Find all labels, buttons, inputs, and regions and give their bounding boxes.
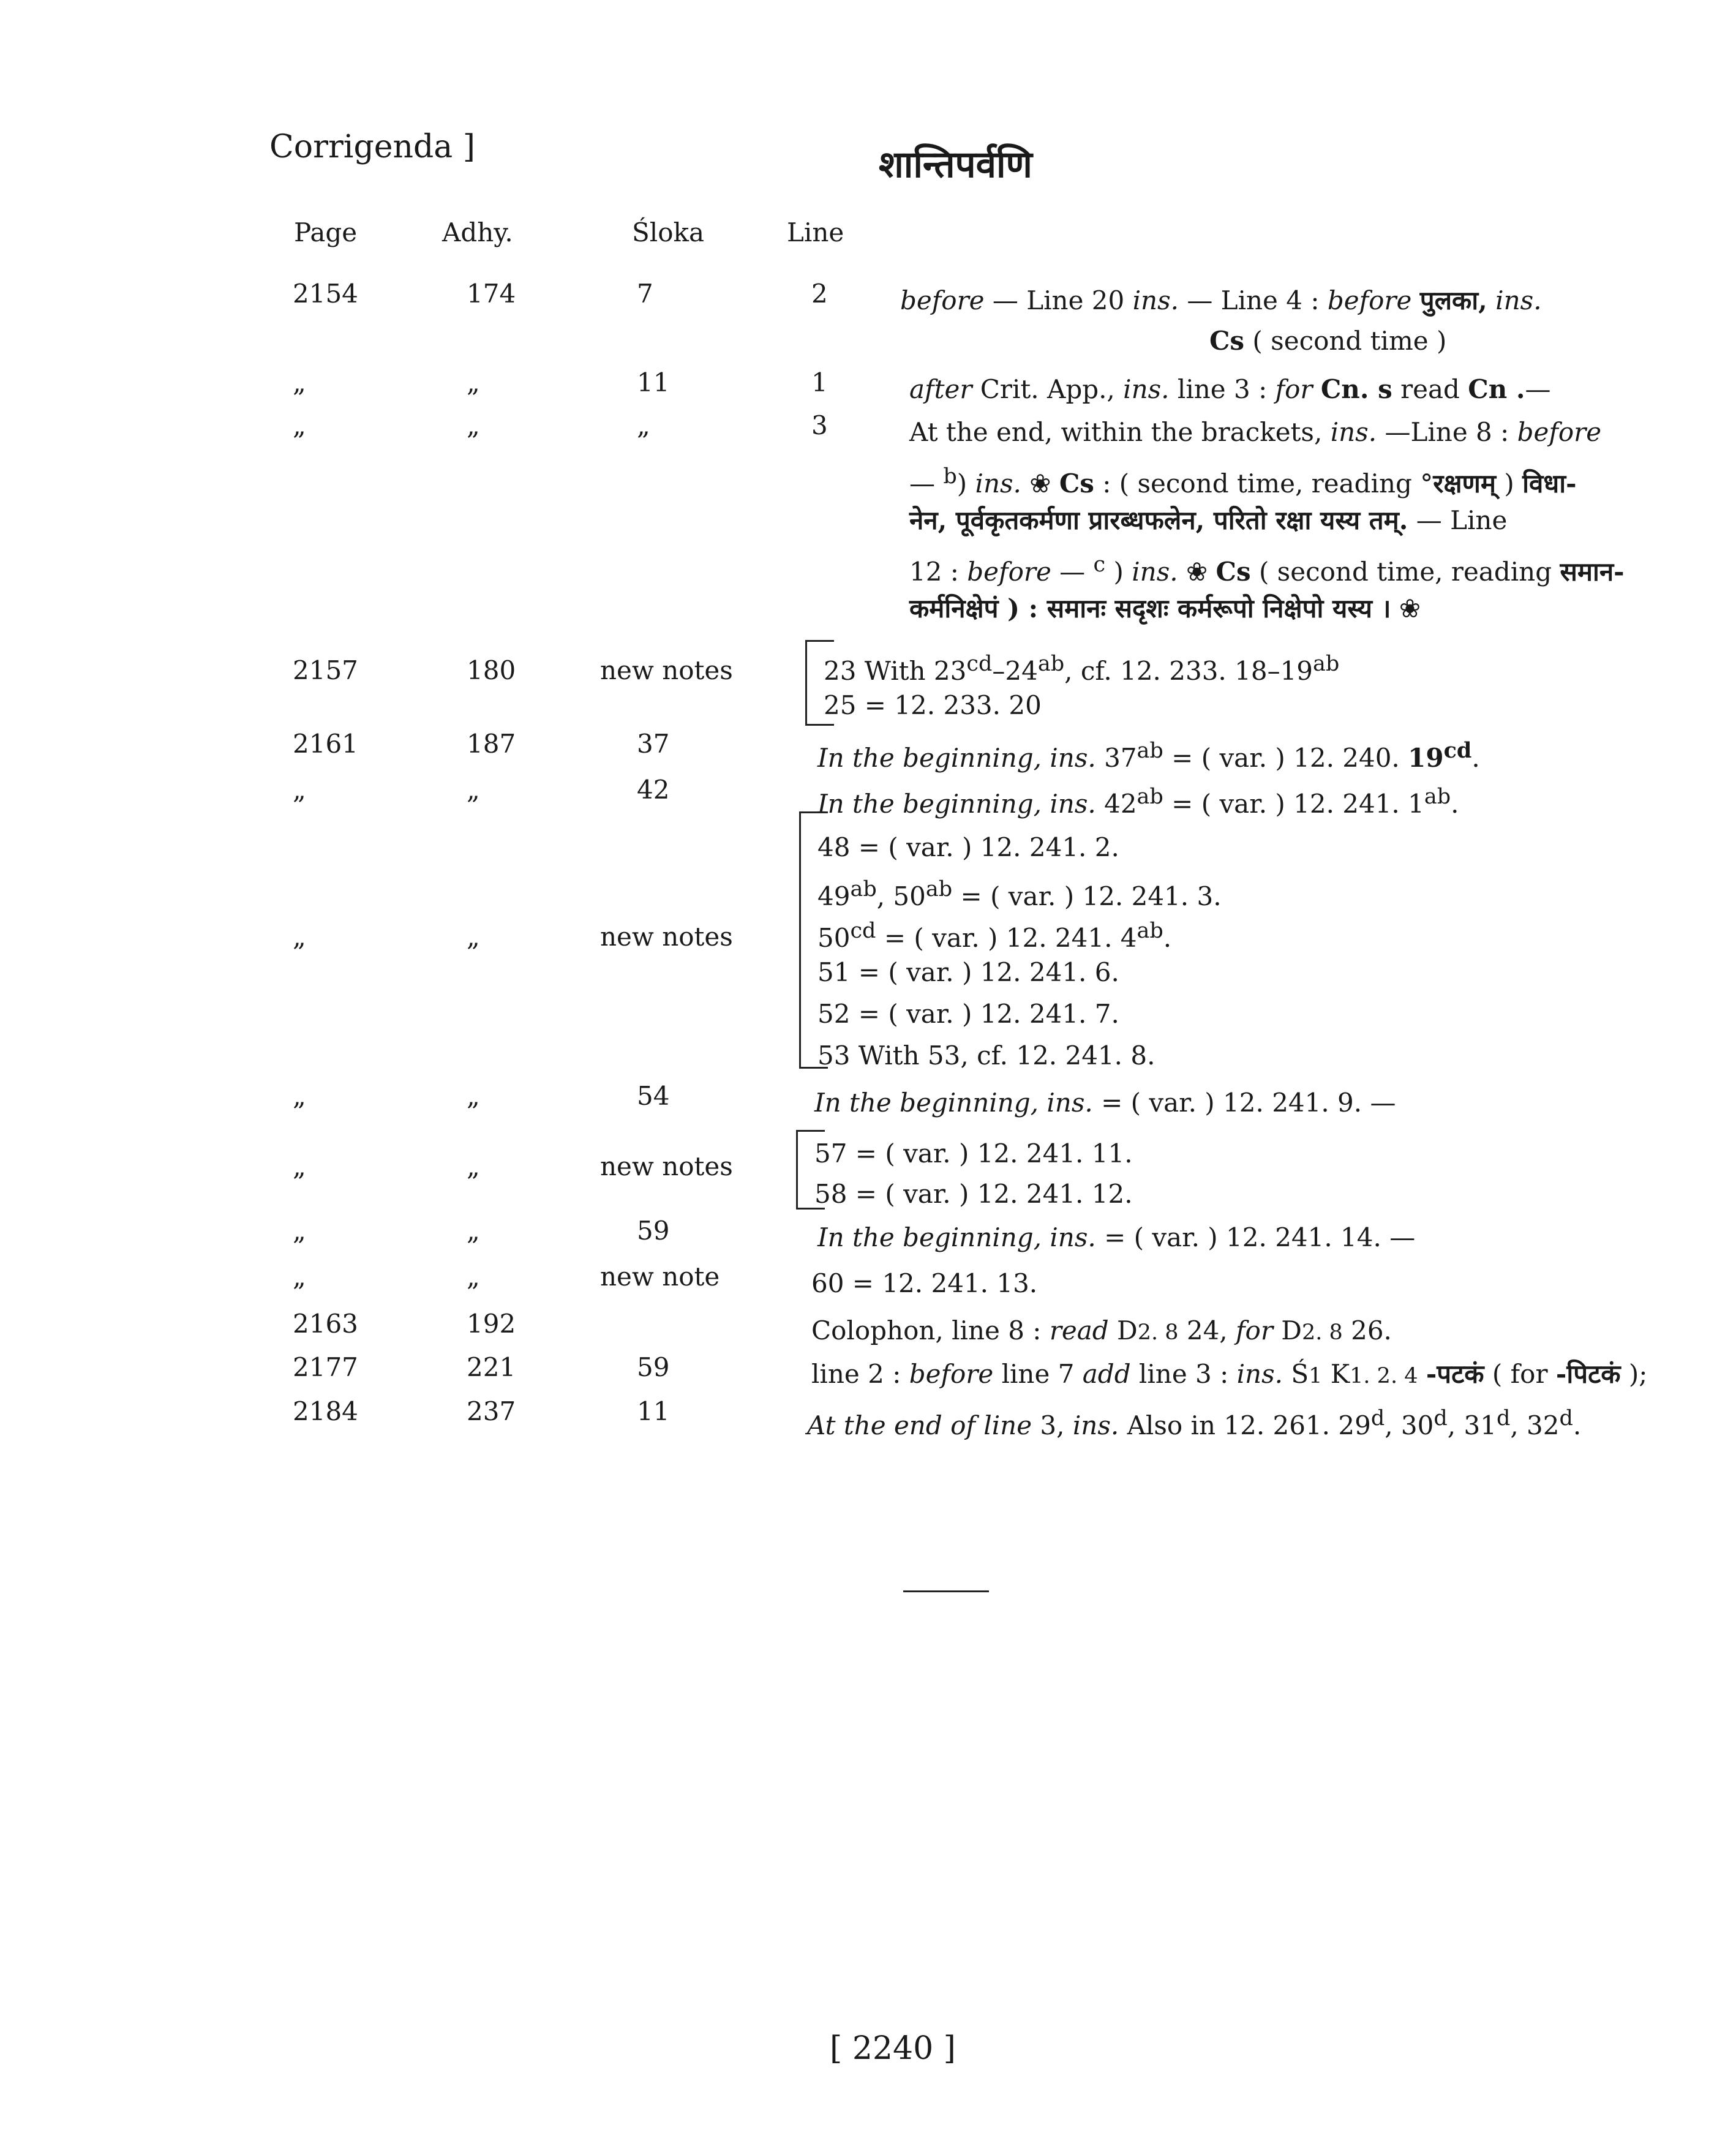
row-sloka-cell: 11: [637, 1396, 670, 1426]
row-page-cell: „: [293, 367, 306, 397]
correction-note-line: $50^{cd}$ = ( var. ) 12. 241. $4^{ab}$.: [817, 919, 1172, 953]
row-adhy-cell: „: [467, 410, 480, 440]
section-label: Corrigenda ]: [269, 129, 476, 165]
column-header-page: Page: [294, 217, 358, 247]
row-adhy-cell: 174: [467, 279, 516, 309]
row-sloka-cell: 54: [637, 1081, 670, 1111]
row-page-cell: 2161: [293, 729, 358, 759]
page-number: [ 2240 ]: [830, 2030, 956, 2067]
correction-note-line: 60 = 12. 241. 13.: [811, 1268, 1038, 1298]
row-sloka-cell: 59: [637, 1216, 670, 1246]
correction-note-line: after Crit. App., ins. line 3 : for Cn. s read Cn .—: [909, 374, 1551, 404]
row-page-cell: 2154: [293, 279, 358, 309]
column-header-line: Line: [787, 217, 844, 247]
correction-note-line: At the end of line 3, ins. Also in 12. 261. 29$^d$, 30$^d$, 31$^d$, 32$^d$.: [807, 1406, 1582, 1440]
correction-note-line: 23 With $23^{cd}-24^{ab}$, cf. 12. 233. $18-19^{ab}$: [824, 652, 1340, 686]
correction-note-line: before — Line 20 ins. — Line 4 : before पुलका, ins.: [900, 285, 1542, 315]
row-adhy-cell: 187: [467, 729, 516, 759]
row-adhy-cell: „: [467, 1151, 480, 1181]
row-sloka-cell: 59: [637, 1352, 670, 1382]
correction-note-line: Cs ( second time ): [1209, 326, 1447, 356]
row-adhy-cell: 180: [467, 655, 516, 685]
row-adhy-cell: „: [467, 1081, 480, 1111]
closing-rule: [903, 1590, 989, 1592]
page-title: शान्तिपर्वणि: [879, 143, 1032, 186]
correction-note-line: 25 = 12. 233. 20: [824, 690, 1042, 720]
row-adhy-cell: 237: [467, 1396, 516, 1426]
grouping-bracket: [796, 1130, 798, 1210]
row-sloka-cell: 42: [637, 775, 670, 805]
row-page-cell: „: [293, 1151, 306, 1181]
row-sloka-cell: „: [637, 410, 650, 440]
row-page-cell: 2157: [293, 655, 358, 685]
correction-note-line: 58 = ( var. ) 12. 241. 12.: [814, 1179, 1133, 1209]
correction-note-line: In the beginning, ins. $37^{ab}$ = ( var. ) 12. 240. $19^{cd}$.: [817, 738, 1480, 773]
row-page-cell: 2163: [293, 1309, 358, 1339]
row-sloka-cell: 7: [637, 279, 653, 309]
row-adhy-cell: „: [467, 775, 480, 805]
row-line-cell: 3: [811, 410, 828, 440]
row-adhy-cell: „: [467, 1216, 480, 1246]
row-page-cell: „: [293, 410, 306, 440]
row-line-cell: 1: [811, 367, 828, 397]
row-sloka-cell: 37: [637, 729, 670, 759]
correction-note-line: In the beginning, ins. = ( var. ) 12. 241. 9. —: [814, 1088, 1396, 1118]
correction-note-line: 53 With 53, cf. 12. 241. 8.: [817, 1040, 1155, 1070]
row-page-cell: 2177: [293, 1352, 358, 1382]
row-adhy-cell: 221: [467, 1352, 516, 1382]
row-sloka-cell: new note: [600, 1262, 720, 1292]
correction-note-line: नेन, पूर्वकृतकर्मणा प्रारब्धफलेन, परितो रक्षा यस्य तम्. — Line: [909, 505, 1508, 535]
row-adhy-cell: „: [467, 367, 480, 397]
row-page-cell: 2184: [293, 1396, 358, 1426]
row-page-cell: „: [293, 1081, 306, 1111]
correction-note-line: In the beginning, ins. = ( var. ) 12. 241. 14. —: [817, 1222, 1416, 1252]
row-adhy-cell: „: [467, 1262, 480, 1292]
row-page-cell: „: [293, 1262, 306, 1292]
correction-note-line: In the beginning, ins. $42^{ab}$ = ( var. ) 12. 241. $1^{ab}$.: [817, 785, 1459, 819]
correction-note-line: 57 = ( var. ) 12. 241. 11.: [814, 1138, 1133, 1168]
row-page-cell: „: [293, 1216, 306, 1246]
correction-note-line: कर्मनिक्षेपं ) : समानः सदृशः कर्मरूपो निक्षेपो यस्य । ❀: [909, 593, 1421, 623]
column-header-sloka: Śloka: [632, 217, 704, 247]
row-line-cell: 2: [811, 279, 828, 309]
row-adhy-cell: 192: [467, 1309, 516, 1339]
correction-note-line: 52 = ( var. ) 12. 241. 7.: [817, 999, 1119, 1029]
grouping-bracket: [799, 811, 801, 1069]
correction-note-line: 51 = ( var. ) 12. 241. 6.: [817, 957, 1119, 987]
row-sloka-cell: 11: [637, 367, 670, 397]
row-page-cell: „: [293, 775, 306, 805]
row-page-cell: „: [293, 922, 306, 952]
correction-note-line: At the end, within the brackets, ins. —Line 8 : before: [909, 417, 1602, 447]
grouping-bracket: [805, 640, 807, 726]
row-adhy-cell: „: [467, 922, 480, 952]
correction-note-line: — $^b$) ins. ❀ Cs : ( second time, reading °रक्षणम् ) विधा-: [909, 464, 1577, 499]
row-sloka-cell: new notes: [600, 922, 733, 952]
correction-note-line: line 2 : before line 7 add line 3 : ins. Ś1 K1. 2. 4 -पटकं ( for -पिटकं );: [811, 1359, 1648, 1389]
correction-note-line: 48 = ( var. ) 12. 241. 2.: [817, 832, 1119, 862]
correction-note-line: 12 : before — $^c$ ) ins. ❀ Cs ( second time, reading समान-: [909, 552, 1625, 587]
column-header-adhyaya: Adhy.: [442, 217, 513, 247]
row-sloka-cell: new notes: [600, 1151, 733, 1181]
row-sloka-cell: new notes: [600, 655, 733, 685]
correction-note-line: $49^{ab}$, $50^{ab}$ = ( var. ) 12. 241. 3.: [817, 877, 1222, 911]
correction-note-line: Colophon, line 8 : read D2. 8 24, for D2. 8 26.: [811, 1315, 1392, 1345]
